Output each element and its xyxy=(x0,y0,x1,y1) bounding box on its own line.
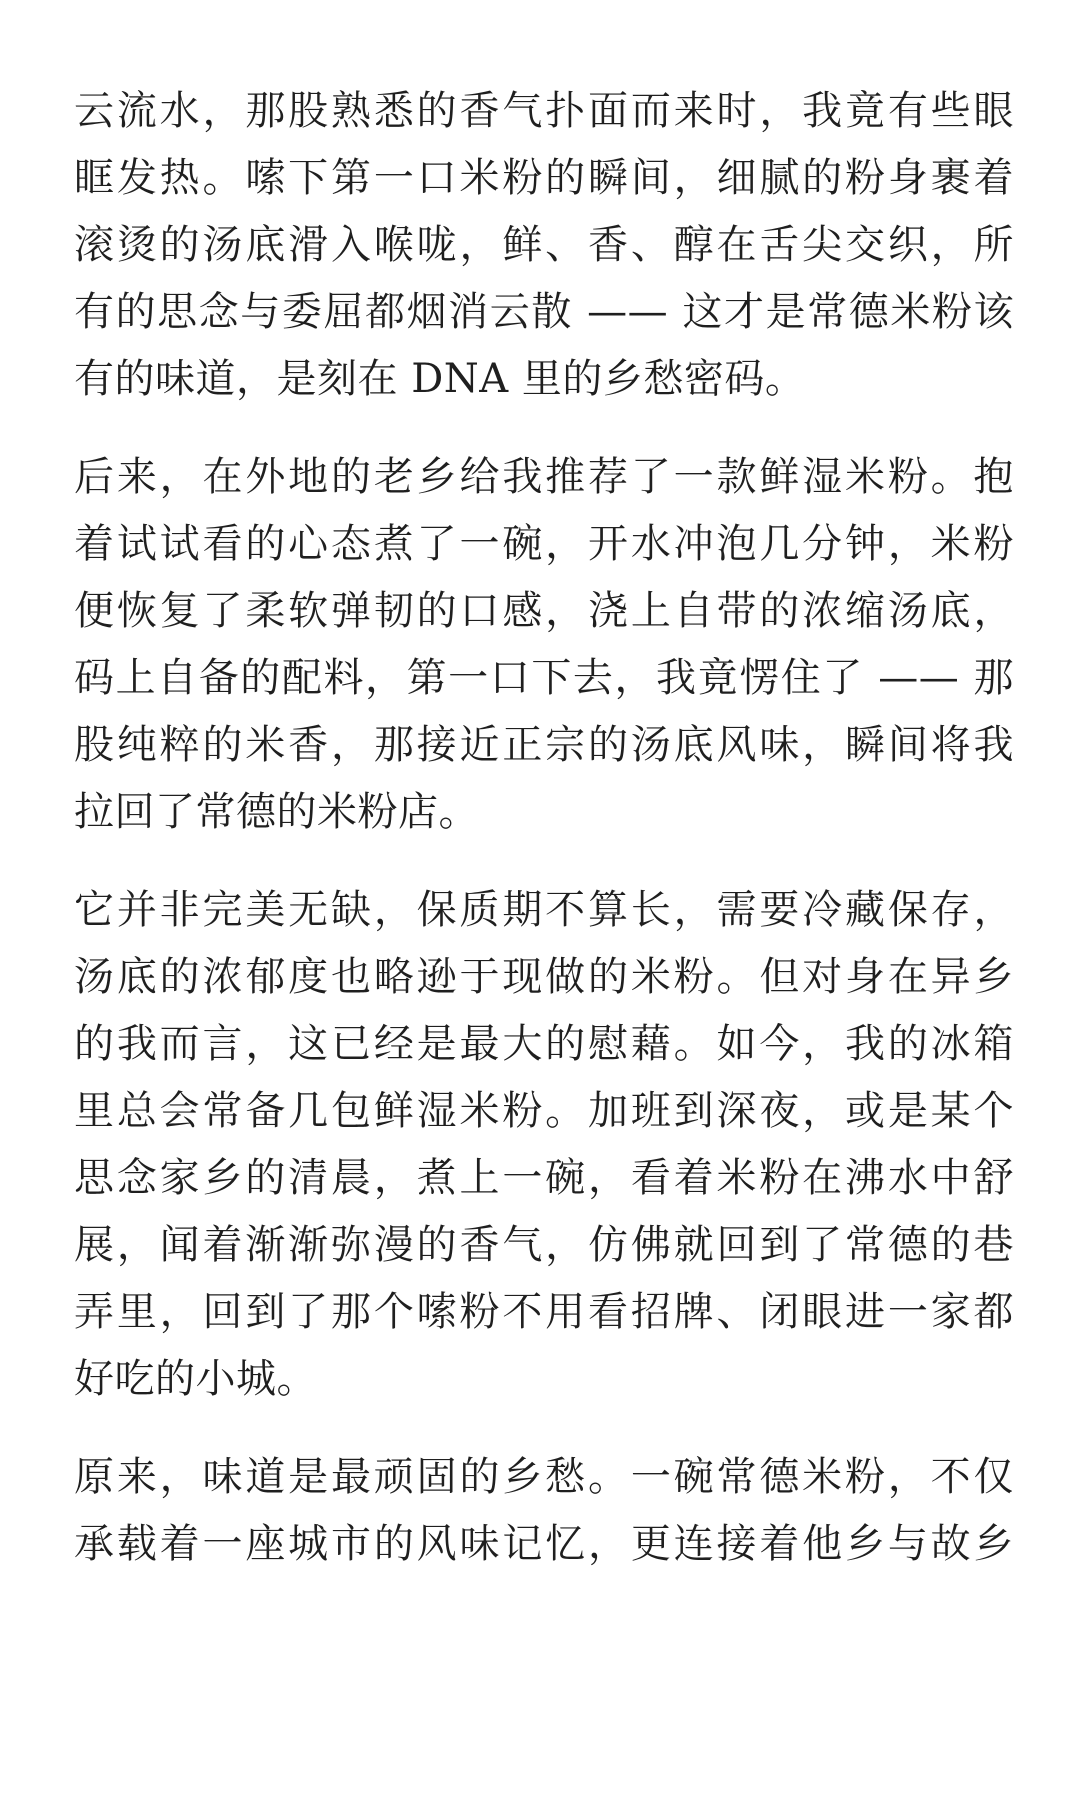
article-body xyxy=(74,78,1014,1578)
text-line: 便恢复了柔软弹韧的口感，浇上自带的浓缩汤底， xyxy=(74,588,1014,634)
text-line: 展，闻着渐渐弥漫的香气，仿佛就回到了常德的巷 xyxy=(74,1222,1014,1268)
text-line: 有的味道，是刻在 DNA 里的乡愁密码。 xyxy=(74,356,806,402)
text-line: 弄里，回到了那个嗦粉不用看招牌、闭眼进一家都 xyxy=(74,1289,1014,1335)
text-line: 它并非完美无缺，保质期不算长，需要冷藏保存， xyxy=(74,887,1014,933)
paragraph-spacer xyxy=(74,846,1014,877)
paragraph-spacer xyxy=(74,413,1014,444)
text-line: 拉回了常德的米粉店。 xyxy=(74,789,479,835)
paragraph-homesick-flavor xyxy=(74,78,1014,413)
text-line: 云流水，那股熟悉的香气扑面而来时，我竟有些眼 xyxy=(74,88,1014,134)
text-line: 后来，在外地的老乡给我推荐了一款鲜湿米粉。抱 xyxy=(74,454,1014,500)
paragraph-conclusion xyxy=(74,1444,1014,1578)
text-line: 的我而言，这已经是最大的慰藉。如今，我的冰箱 xyxy=(74,1021,1014,1067)
text-line: 承载着一座城市的风味记忆，更连接着他乡与故乡 xyxy=(74,1521,1014,1567)
text-line: 好吃的小城。 xyxy=(74,1356,317,1402)
text-line: 思念家乡的清晨，煮上一碗，看着米粉在沸水中舒 xyxy=(74,1155,1014,1201)
text-line: 眶发热。嗦下第一口米粉的瞬间，细腻的粉身裹着 xyxy=(74,155,1014,201)
text-line: 滚烫的汤底滑入喉咙，鲜、香、醇在舌尖交织，所 xyxy=(74,222,1014,268)
text-line: 着试试看的心态煮了一碗，开水冲泡几分钟，米粉 xyxy=(74,521,1014,567)
paragraph-fresh-noodles xyxy=(74,444,1014,846)
paragraph-spacer xyxy=(74,1413,1014,1444)
text-line: 汤底的浓郁度也略逊于现做的米粉。但对身在异乡 xyxy=(74,954,1014,1000)
text-line: 码上自备的配料，第一口下去，我竟愣住了 —— 那 xyxy=(74,655,1014,701)
text-line: 有的思念与委屈都烟消云散 —— 这才是常德米粉该 xyxy=(74,289,1014,335)
text-line: 原来，味道是最顽固的乡愁。一碗常德米粉，不仅 xyxy=(74,1454,1014,1500)
text-line: 股纯粹的米香，那接近正宗的汤底风味，瞬间将我 xyxy=(74,722,1014,768)
text-line: 里总会常备几包鲜湿米粉。加班到深夜，或是某个 xyxy=(74,1088,1014,1134)
paragraph-comfort xyxy=(74,877,1014,1413)
